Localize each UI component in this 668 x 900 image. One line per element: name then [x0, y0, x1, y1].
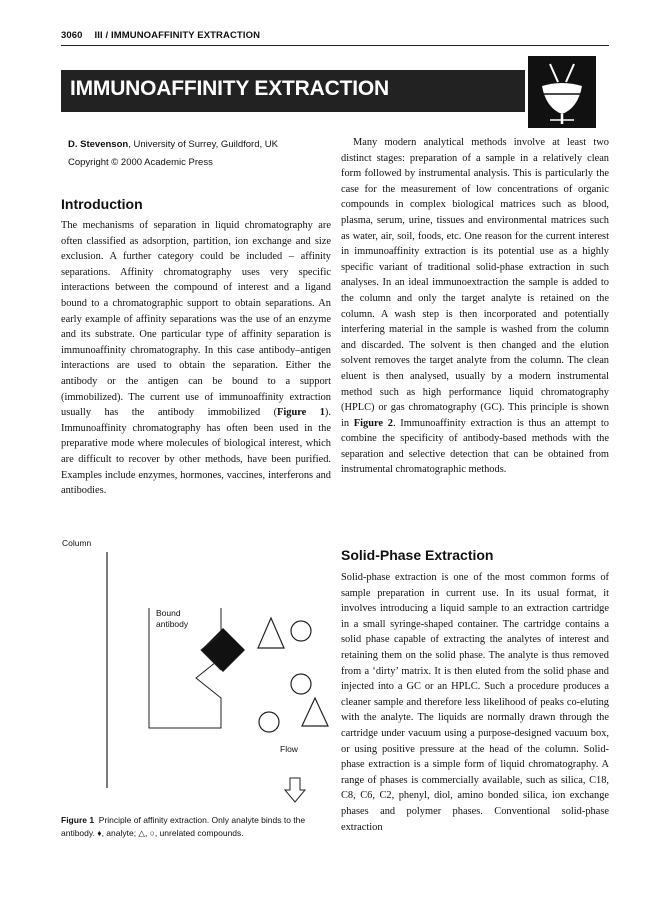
figure-1-reference: Figure 1 [277, 407, 325, 419]
solid-phase-extraction-body [341, 570, 609, 835]
running-head [61, 30, 260, 41]
unrelated-circle-3 [259, 712, 279, 732]
flow-arrow-icon [285, 778, 305, 802]
section-title: III / IMMUNOAFFINITY EXTRACTION [94, 30, 261, 41]
unrelated-triangle-2 [302, 698, 328, 726]
bound-antibody-label: Bound antibody [156, 608, 189, 629]
figure-1-caption [61, 814, 336, 839]
column-label: Column [62, 538, 92, 548]
introduction-heading: Introduction [61, 196, 143, 212]
separatory-funnel-icon [528, 56, 596, 128]
introduction-body-right [341, 135, 609, 478]
copyright-line: Copyright © 2000 Academic Press [68, 157, 213, 168]
unrelated-circle-2 [291, 674, 311, 694]
unrelated-circle-1 [291, 621, 311, 641]
intro-paragraph-2: Many modern analytical methods involve at least two distinct stages: preparation of a sample in a relatively clean form followed by instrumental analysis. This is particularly the case for the measurement of low concentrations of organic compounds in complex biological matrices such as blood, plasma, serum, urine, tissues and environmental matrices such as water, air, soil, foods, etc. One reason for the current interest in immunoaffinity extraction is its potential use as a highly specific variant of traditional solid-phase extraction in such analyses. In an ideal immunoextraction the sample is added to the column and only the target analyte is retained on the column. A wash step is then incorporated and potentially interfering material in the sample is washed from the column and discarded. The solvent is then changed and the elution solvent removes the target analyte from the column. The clean eluent is then analysed, usually by a modern instrumental method such as high performance liquid chromatography (HPLC) or gas chromatography (GC). This principle is shown in Figure 2. Immunoaffinity extraction is thus an attempt to combine the specificity of antibody-based methods with the separation and selective detection that can be obtained from instrumental chromatographic methods. [341, 137, 609, 476]
figure-2-reference: Figure 2 [353, 417, 393, 429]
introduction-body-left [61, 218, 331, 499]
header-rule [61, 45, 609, 46]
article-title: IMMUNOAFFINITY EXTRACTION [70, 77, 389, 100]
intro-paragraph-1: The mechanisms of separation in liquid chromatography are often classified as adsorption, partition, ion exchange and size exclusion. A further category could be included – affinity separations. Affinity chromatography uses very specific interactions between the compound of interest and a ligand bound to a chromatographic support to obtain separations. An early example of affinity separations was the use of an enzyme and its substrate. One particular type of affinity separation is immunoaffinity chromatography. In this case antibody–antigen interactions are used to obtain the separation. Either the antibody or the antigen can be bound to a support (immobilized). The current use of immunoaffinity extraction usually has the antibody immobilized (Figure 1). Immunoaffinity chromatography has often been used in the preparative mode where molecules of biological interest, which are difficult to recover by other methods, have been purified. Examples include enzymes, hormones, vaccines, interferons and antibodies. [61, 220, 331, 497]
author-name: D. Stevenson [68, 139, 129, 150]
analyte-diamond [201, 628, 245, 672]
flow-label: Flow [280, 744, 298, 754]
author-line [68, 139, 278, 150]
unrelated-triangle-1 [258, 618, 284, 648]
caption-label: Figure 1 [61, 815, 95, 825]
caption-text: Principle of affinity extraction. Only analyte binds to the antibody. ♦, analyte; △, ○, unrelated compounds. [61, 815, 306, 838]
solid-phase-extraction-heading: Solid-Phase Extraction [341, 547, 494, 563]
author-affiliation: , University of Surrey, Guildford, UK [128, 139, 278, 150]
page-number: 3060 [61, 30, 83, 41]
figure-1-diagram [61, 538, 335, 806]
spe-paragraph: Solid-phase extraction is one of the most common forms of sample preparation in current use. In its usual format, it involves introducing a liquid sample to an extraction cartridge in a small syringe-shaped container. The cartridge contains a solid phase capable of extracting the analytes of interest and retaining them on the solid phase. The analyte is thus removed from a ‘dirty’ matrix. It is then eluted from the solid phase and injected into a GC or an HPLC. Such a procedure produces a cleaner sample and therefore less likelihood of peaks co-eluting with the analyte. The liquids are normally drawn through the cartridge under vacuum using a purpose-designed vacuum box, or using positive pressure at the head of the column. Solid-phase extraction is a simple form of liquid chromatography. A range of phases is commercially available, such as silica, C18, C8, C6, C2, phenyl, diol, amino bonded silica, ion exchange phases and polymer phases. Conventional solid-phase extraction [341, 572, 609, 833]
